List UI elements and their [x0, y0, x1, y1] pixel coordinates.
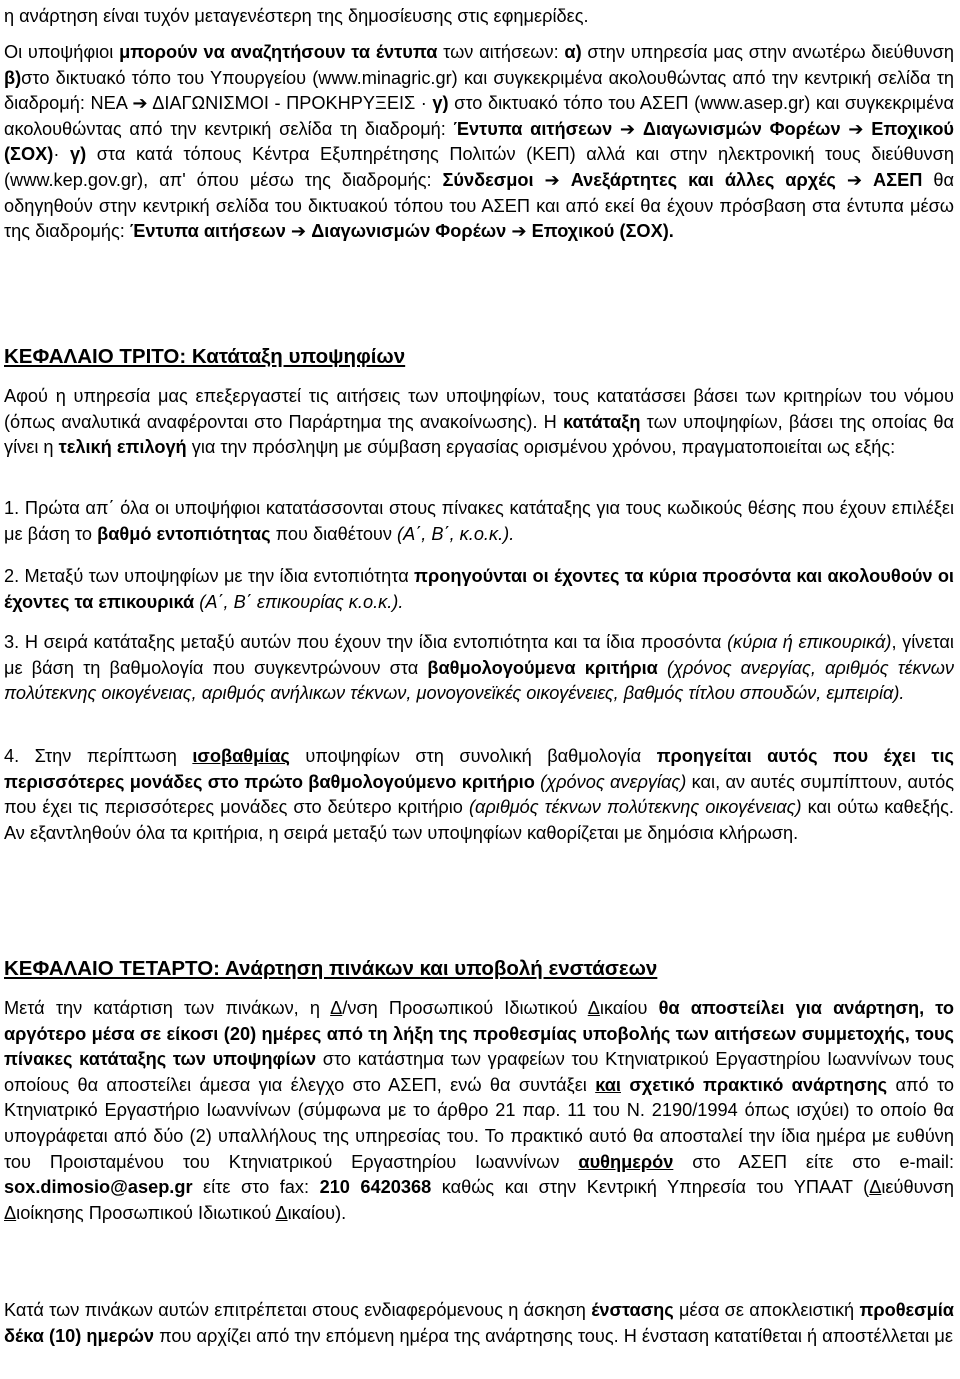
text-run: ΔΙΑΓΩΝΙΣΜΟΙ - ΠΡΟΚΗΡΥΞΕΙΣ · [147, 93, 427, 114]
text-run: στα κατά τόπους Κέντρα Εξυπηρέτησης Πολιτών (ΚΕΠ) αλλά και στην ηλεκτρονική τους διεύθυνση (www.kep.gov.gr), απ' όπου μέσω της διαδρομής: [4, 144, 954, 190]
bold-run: ΑΣΕΠ [873, 169, 923, 190]
text-run: ικαίου). [287, 1202, 347, 1223]
bold-run: μπορούν να αναζητήσουν τα έντυπα [119, 42, 438, 62]
underline-run: Δ [869, 1177, 882, 1198]
text-run: και ούτω καθεξής. Αν εξαντληθούν όλα τα κριτήρια, η σειρά μεταξύ των υποψηφίων καθορίζεται με δημόσια κλήρωση. [4, 797, 954, 843]
bold-run: β) [4, 67, 22, 88]
italic-run: (Α΄, Β΄, κ.ο.κ.). [397, 523, 515, 544]
text-run: 2. Μεταξύ των υποψηφίων με την ίδια εντοπιότητα [4, 566, 415, 586]
bold-run: Εποχικού (ΣΟΧ). [531, 221, 674, 242]
paragraph-intro [4, 4, 954, 30]
bold-run: Διαγωνισμών Φορέων [642, 118, 841, 139]
text-run: είτε στο fax: [192, 1177, 320, 1198]
text-run: από το Κτηνιατρικό Εργαστήριο Ιωαννίνων (σύμφωνα με το άρθρο 21 παρ. 11 του Ν. 2190/1994 όπως ισχύει) το οποίο θα υπογράφεται από δύο (2) υπαλλήλους της υπηρεσίας του. Το πρακτικό αυτό θα αποσταλεί την ίδια ημέρα με ευθύνη του Προισταμένου του Κτηνιατρικού Εργαστηρίου Ιωαννίνων [4, 1074, 955, 1172]
text-run: και, αν αυτές συμπίπτουν, αυτός που έχει τις περισσότερες μονάδες στο δεύτερο κριτήριο [4, 771, 954, 818]
paragraph-ranking-step-3 [4, 630, 954, 707]
arrow-icon: ➔ [132, 93, 148, 114]
text-run: 1. Πρώτα απ΄ όλα οι υποψήφιοι κατατάσσονται στους πίνακες κατάταξης για τους κωδικούς θέσης που έχουν επιλέξει με βάση το [4, 498, 954, 544]
paragraph-ranking-intro [4, 384, 954, 461]
text-run: στο ΑΣΕΠ είτε στο e-mail: [673, 1151, 954, 1172]
text-run: · [53, 144, 70, 165]
underline-run: Δ [4, 1202, 17, 1223]
arrow-icon: ➔ [290, 221, 307, 242]
italic-run: (Α΄, Β΄ επικουρίας κ.ο.κ.). [199, 591, 404, 612]
arrow-icon: ➔ [846, 169, 863, 190]
text-run: στην υπηρεσία μας στην ανωτέρω διεύθυνση [581, 42, 954, 62]
text-run: Αφού η υπηρεσία μας επεξεργαστεί τις αιτήσεις των υποψηφίων, τους κατατάσσει βάσει των κριτηρίων του νόμου (όπως αναλυτικά αναφέρονται στο Παράρτημα της ανακοίνωσης). Η [4, 386, 954, 432]
text-run: για την πρόσληψη με σύμβαση εργασίας ορισμένου χρόνου, πραγματοποιείται ως εξής: [186, 437, 896, 458]
text-run: Οι υποψήφιοι [4, 42, 120, 62]
text-run: /νση Προσωπικού Ιδιωτικού [342, 998, 588, 1018]
text-run: ικαίου [599, 998, 659, 1018]
italic-run: (χρόνος ανεργίας, αριθμός τέκνων πολύτεκνης οικογένειας, αριθμός ανήλικων τέκνων, μονογονεϊκές οικογένειες, βαθμός τίτλου σπουδών, εμπειρία). [4, 657, 954, 704]
text-run: των υποψηφίων, βάσει της οποίας θα γίνει η [4, 411, 955, 458]
bold-run: προθεσμία δέκα (10) ημερών [4, 1300, 954, 1346]
bold-run: σχετικό πρακτικό ανάρτησης [629, 1074, 888, 1095]
bold-run: Έντυπα αιτήσεων [453, 118, 613, 139]
text-run [658, 658, 667, 678]
text-run: Κατά των πινάκων αυτών επιτρέπεται στους ενδιαφερόμενους η άσκηση [4, 1300, 592, 1320]
text-run: υποψηφίων στη συνολική βαθμολογία [289, 746, 657, 766]
bold-run: Σύνδεσμοι [442, 169, 534, 190]
bold-run: α) [564, 42, 582, 62]
bold-run: τελική επιλογή [58, 437, 187, 458]
underline-run: Δ [275, 1202, 288, 1223]
text-run: στο δικτυακό τόπο του ΑΣΕΠ (www.asep.gr) και συγκεκριμένα ακολουθώντας από την κεντρική σελίδα τη διαδρομή: [4, 93, 954, 139]
underline-run: Δ [330, 998, 343, 1018]
text-run: στο δικτυακό τόπο του Υπουργείου (www.minagric.gr) και συγκεκριμένα ακολουθώντας από την κεντρική σελίδα τη διαδρομή: ΝΕΑ [4, 67, 954, 114]
italic-run: (χρόνος ανεργίας) [540, 771, 687, 792]
bold-underline-run: ισοβαθμίας [192, 746, 290, 766]
bold-run: προηγούνται οι έχοντες τα κύρια προσόντα και ακολουθούν οι έχοντες τα επικουρικά [4, 566, 954, 612]
section-heading-chapter-three: ΚΕΦΑΛΑΙΟ ΤΡΙΤΟ: Κατάταξη υποψηφίων [4, 345, 406, 368]
underline-run: Δ [587, 998, 600, 1018]
bold-run: Ανεξάρτητες και άλλες αρχές [570, 169, 836, 190]
text-run: Μετά την κατάρτιση των πινάκων, η [4, 998, 331, 1018]
bold-run: βαθμολογούμενα κριτήρια [427, 657, 658, 678]
bold-run: προηγείται αυτός που έχει τις περισσότερες μονάδες στο πρώτο βαθμολογούμενο κριτήριο [4, 746, 954, 792]
bold-run: γ) [432, 93, 449, 114]
arrow-icon: ➔ [848, 118, 864, 139]
text-run: που διαθέτουν [270, 523, 398, 544]
text-run: των αιτήσεων: [437, 42, 565, 62]
paragraph-ranking-step-4 [4, 744, 954, 846]
text-run: , γίνεται με βάση τη βαθμολογία που συγκεντρώνουν στα [4, 632, 954, 678]
arrow-icon: ➔ [544, 169, 560, 190]
bold-underline-run: και [595, 1074, 621, 1095]
text-run: θα οδηγηθούν στην κεντρική σελίδα του δικτυακού τόπου του ΑΣΕΠ και από εκεί θα έχουν πρόσβαση στα έντυπα μέσω της διαδρομής: [4, 169, 954, 242]
italic-run: (αριθμός τέκνων πολύτεκνης οικογένειας) [468, 797, 802, 818]
arrow-icon: ➔ [511, 221, 527, 242]
bold-underline-run: αυθημερόν [578, 1151, 674, 1172]
bold-run: βαθμό εντοπιότητας [97, 523, 271, 544]
bold-run: Έντυπα αιτήσεων [129, 221, 286, 242]
intro-text: η ανάρτηση είναι τυχόν μεταγενέστερη της δημοσίευσης στις εφημερίδες. [4, 6, 589, 26]
arrow-icon: ➔ [619, 118, 636, 139]
paragraph-ranking-step-1 [4, 496, 954, 547]
email-address: sox.dimosio@asep.gr [4, 1177, 193, 1198]
bold-run: γ) [69, 144, 87, 165]
text-run: μέσα σε αποκλειστική [673, 1300, 860, 1320]
bold-run: θα αποστείλει για ανάρτηση, το αργότερο μέσα σε είκοσι (20) ημέρες από τη λήξη της προθεσμίας υποβολής των αιτήσεων συμμετοχής, τους πίνακες κατάταξης των υποψηφίων [4, 998, 954, 1070]
bold-run: Εποχικού (ΣΟΧ) [4, 118, 955, 165]
text-run: 4. Στην περίπτωση [4, 746, 193, 766]
paragraph-tables-posting [4, 996, 954, 1226]
text-run: ιεύθυνση [881, 1177, 954, 1198]
text-run: καθώς και στην Κεντρική Υπηρεσία του ΥΠΑΑΤ ( [431, 1177, 870, 1198]
text-run: στο κατάστημα των γραφείων του Κτηνιατρικού Εργαστηρίου Ιωαννίνων τους οποίους θα αποστείλει άμεσα για έλεγχο στο ΑΣΕΠ, ενώ θα συντάξει [4, 1049, 954, 1095]
text-run: ιοίκησης Προσωπικού Ιδιωτικού [16, 1202, 276, 1223]
paragraph-objections [4, 1298, 954, 1349]
italic-run: (κύρια ή επικουρικά) [727, 632, 892, 652]
bold-run: Διαγωνισμών Φορέων [311, 221, 507, 242]
section-heading-chapter-four: ΚΕΦΑΛΑΙΟ ΤΕΤΑΡΤΟ: Ανάρτηση πινάκων και υποβολή ενστάσεων [4, 957, 658, 980]
text-run: 3. Η σειρά κατάταξης μεταξύ αυτών που έχουν την ίδια εντοπιότητα και τα ίδια προσόντα [4, 632, 728, 652]
bold-run: ένστασης [591, 1300, 674, 1320]
text-run: που αρχίζει από την επόμενη ημέρα της ανάρτησης τους. Η ένσταση κατατίθεται ή αποστέλλεται με [154, 1325, 953, 1346]
bold-run: κατάταξη [562, 411, 641, 432]
fax-number: 210 6420368 [319, 1177, 432, 1198]
paragraph-ranking-step-2 [4, 564, 954, 615]
paragraph-forms-availability [4, 40, 954, 245]
